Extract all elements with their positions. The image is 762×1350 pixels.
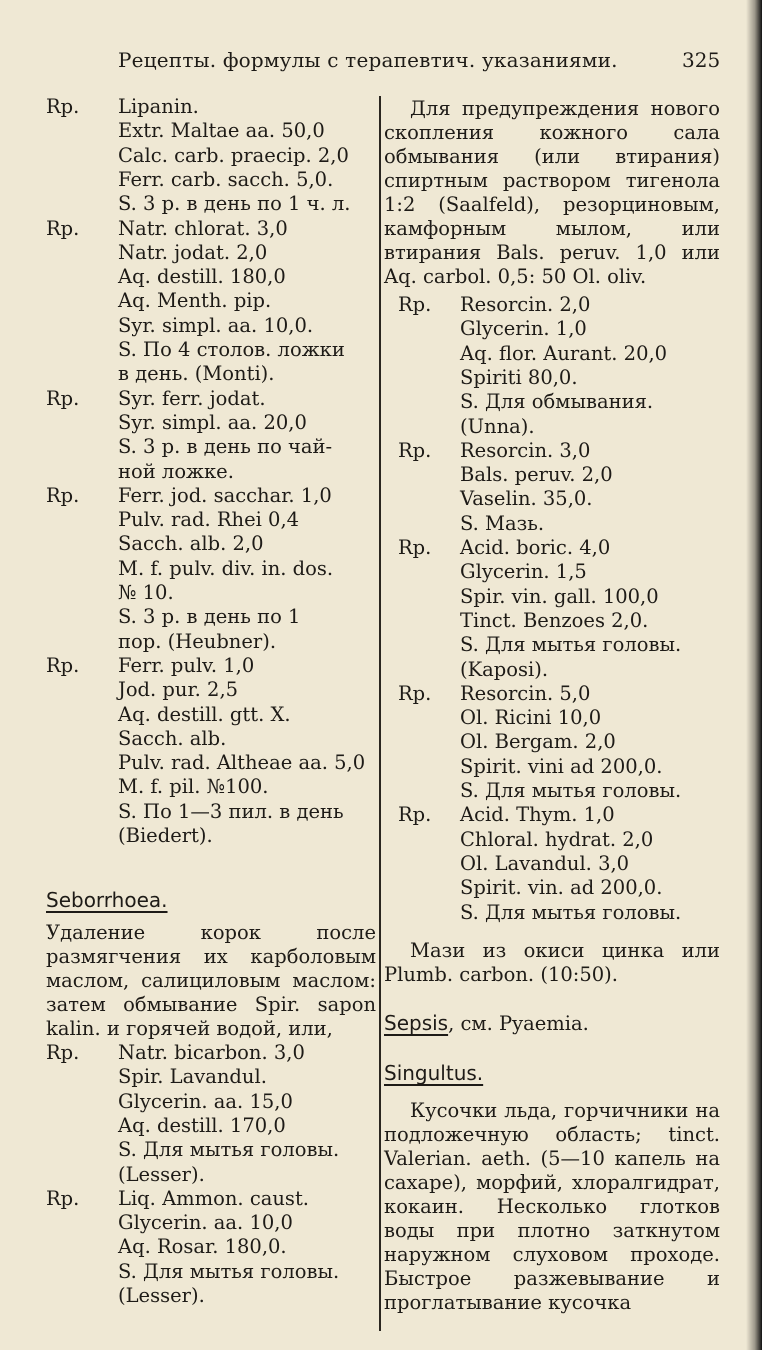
prescription-line: S. Для мытья головы. bbox=[118, 1138, 340, 1162]
prescription-line: Resorcin. 3,0 bbox=[460, 438, 591, 462]
ointment-note: Мази из окиси цинка или Plumb. carbon. (10:50). bbox=[384, 939, 720, 986]
prescription-line: S. По 1—3 пил. в день bbox=[118, 799, 344, 823]
sepsis-reference: , см. Pyaemia. bbox=[448, 1012, 589, 1035]
prescription-line: Spir. vin. gall. 100,0 bbox=[460, 584, 659, 608]
prescription-line: Tinct. Benzoes 2,0. bbox=[460, 608, 649, 632]
rp-label: Rp. bbox=[46, 386, 80, 410]
prescription-line: ной ложке. bbox=[118, 459, 234, 483]
prescription-line: S. Для обмывания. bbox=[460, 390, 654, 414]
prescription-line: Ferr. jod. sacchar. 1,0 bbox=[118, 483, 332, 507]
prescription-line: № 10. bbox=[118, 581, 174, 604]
prescription-line: S. Для мытья головы. bbox=[460, 633, 682, 657]
prescription-line: Spirit. vini ad 200,0. bbox=[460, 754, 663, 778]
prescription-line: Aq. destill. 180,0 bbox=[118, 265, 286, 289]
prescription-line: Aq. Menth. pip. bbox=[118, 289, 272, 313]
prescription-line: Syr. ferr. jodat. bbox=[118, 386, 266, 410]
prescription-line: Ol. Ricini 10,0 bbox=[460, 706, 602, 730]
rp-label: Rp. bbox=[46, 216, 80, 240]
page-edge-shadow bbox=[746, 0, 762, 1350]
prescription-line: Ferr. carb. sacch. 5,0. bbox=[118, 167, 334, 191]
seborrhoea-text: Удаление корок после размягчения их карболовым маслом, салициловым маслом: затем обмывание Spir. sapon kalin. и горячей водой, или, bbox=[46, 921, 376, 1040]
prescription-line: S. 3 р. в день по 1 bbox=[118, 605, 301, 629]
rp-label: Rp. bbox=[46, 1186, 80, 1210]
seborrhoea-heading: Seborrhoea. bbox=[46, 888, 168, 912]
prescription-line: Lipanin. bbox=[118, 95, 199, 118]
prescription-line: Ol. Bergam. 2,0 bbox=[460, 730, 616, 754]
prescription-line: Aq. destill. 170,0 bbox=[118, 1113, 286, 1137]
left-column bbox=[0, 93, 384, 1333]
prescription-line: M. f. pil. №100. bbox=[118, 775, 269, 799]
prescription-line: Calc. carb. praecip. 2,0 bbox=[118, 143, 349, 167]
prescription-line: Sacch. alb. bbox=[118, 726, 227, 750]
prescription-line: Ferr. pulv. 1,0 bbox=[118, 653, 255, 677]
prescription-line: S. 3 р. в день по чай- bbox=[118, 435, 333, 459]
prescription-line: M. f. pulv. div. in. dos. bbox=[118, 556, 334, 580]
prescription-line: Aq. flor. Aurant. 20,0 bbox=[460, 341, 668, 365]
prescription-line: S. Для мытья головы. bbox=[118, 1259, 340, 1283]
singultus-text: Кусочки льда, горчичники на подложечную область; tinct. Valerian. aeth. (5—10 капель на сахаре), морфий, хлоралгидрат, кокаин. Несколько глотков воды при плотно заткнутом наружном слуховом проходе. Быстрое разжевывание и проглатывание кусочка bbox=[384, 1099, 720, 1314]
prescription-line: Glycerin. aa. 15,0 bbox=[118, 1089, 293, 1113]
prescription-line: Spir. Lavandul. bbox=[118, 1065, 267, 1089]
prescription-line: Spirit. vin. ad 200,0. bbox=[460, 876, 663, 900]
prescription-line: Pulv. rad. Altheae aa. 5,0 bbox=[118, 751, 366, 775]
prescription-line: Glycerin. 1,0 bbox=[460, 317, 587, 341]
prevention-paragraph: Для предупреждения нового скопления кожного сала обмывания (или втирания) спиртным раствором тигенола 1:2 (Saalfeld), резорциновым, камфорным мылом, или втирания Bals. peruv. 1,0 или Aq. carbol. 0,5: 50 Ol. oliv. bbox=[384, 97, 720, 288]
prescription-line: Acid. Thym. 1,0 bbox=[460, 803, 615, 827]
prescription-line: Chloral. hydrat. 2,0 bbox=[460, 827, 654, 851]
prescription-line: Glycerin. aa. 10,0 bbox=[118, 1211, 293, 1235]
prescription-line: (Lesser). bbox=[118, 1284, 205, 1307]
prescription-line: Liq. Ammon. caust. bbox=[118, 1186, 309, 1210]
prescription-line: Acid. boric. 4,0 bbox=[460, 536, 611, 559]
running-title: Рецепты. формулы с терапевтич. указаниями. bbox=[118, 48, 618, 72]
rp-label: Rp. bbox=[46, 483, 80, 507]
prescription-line: Extr. Maltae aa. 50,0 bbox=[118, 119, 325, 143]
singultus-heading: Singultus. bbox=[384, 1061, 484, 1085]
prescription-line: (Unna). bbox=[460, 414, 535, 438]
rp-label: Rp. bbox=[398, 293, 432, 316]
rp-label: Rp. bbox=[46, 1041, 80, 1064]
rp-label: Rp. bbox=[398, 681, 432, 705]
sepsis-heading: Sepsis bbox=[384, 1011, 449, 1035]
prescription-line: Natr. bicarbon. 3,0 bbox=[118, 1041, 305, 1064]
prescription-line: Glycerin. 1,5 bbox=[460, 560, 587, 584]
rp-label: Rp. bbox=[46, 95, 80, 118]
prescription-line: S. Для мытья головы. bbox=[460, 900, 682, 924]
prescription-line: Sacch. alb. 2,0 bbox=[118, 532, 264, 556]
prescription-line: Aq. Rosar. 180,0. bbox=[118, 1235, 287, 1259]
prescription-line: Bals. peruv. 2,0 bbox=[460, 463, 613, 487]
rp-label: Rp. bbox=[398, 438, 432, 462]
prescription-line: Resorcin. 5,0 bbox=[460, 681, 591, 705]
prescription-line: пор. (Heubner). bbox=[118, 629, 277, 653]
rp-label: Rp. bbox=[398, 803, 432, 827]
prescription-line: Aq. destill. gtt. X. bbox=[118, 702, 291, 726]
prescription-line: (Lesser). bbox=[118, 1162, 205, 1186]
prescription-line: Ol. Lavandul. 3,0 bbox=[460, 851, 630, 875]
prescription-line: Jod. pur. 2,5 bbox=[118, 678, 239, 702]
rp-label: Rp. bbox=[46, 653, 80, 677]
prescription-line: Syr. simpl. aa. 10,0. bbox=[118, 313, 314, 337]
sepsis-entry bbox=[384, 1011, 589, 1035]
prescription-line: S. Мазь. bbox=[460, 511, 545, 535]
prescription-line: Natr. chlorat. 3,0 bbox=[118, 216, 288, 240]
prescription-line: (Kaposi). bbox=[460, 657, 549, 681]
prescription-line: Natr. jodat. 2,0 bbox=[118, 240, 268, 264]
prescription-line: Resorcin. 2,0 bbox=[460, 293, 591, 316]
running-header bbox=[0, 48, 762, 78]
prescription-line: Vaselin. 35,0. bbox=[460, 487, 593, 511]
prescription-line: S. Для мытья головы. bbox=[460, 779, 682, 802]
rp-label: Rp. bbox=[398, 536, 432, 559]
right-column bbox=[384, 93, 744, 1333]
page-number: 325 bbox=[682, 48, 721, 72]
prescription-line: Pulv. rad. Rhei 0,4 bbox=[118, 508, 300, 532]
prescription-line: S. 3 р. в день по 1 ч. л. bbox=[118, 192, 351, 216]
prescription-line: Syr. simpl. aa. 20,0 bbox=[118, 410, 307, 434]
prescription-line: S. По 4 столов. ложки bbox=[118, 338, 345, 361]
prescription-line: Spiriti 80,0. bbox=[460, 365, 578, 389]
prescription-line: (Biedert). bbox=[118, 824, 213, 847]
prescription-line: в день. (Monti). bbox=[118, 362, 275, 386]
